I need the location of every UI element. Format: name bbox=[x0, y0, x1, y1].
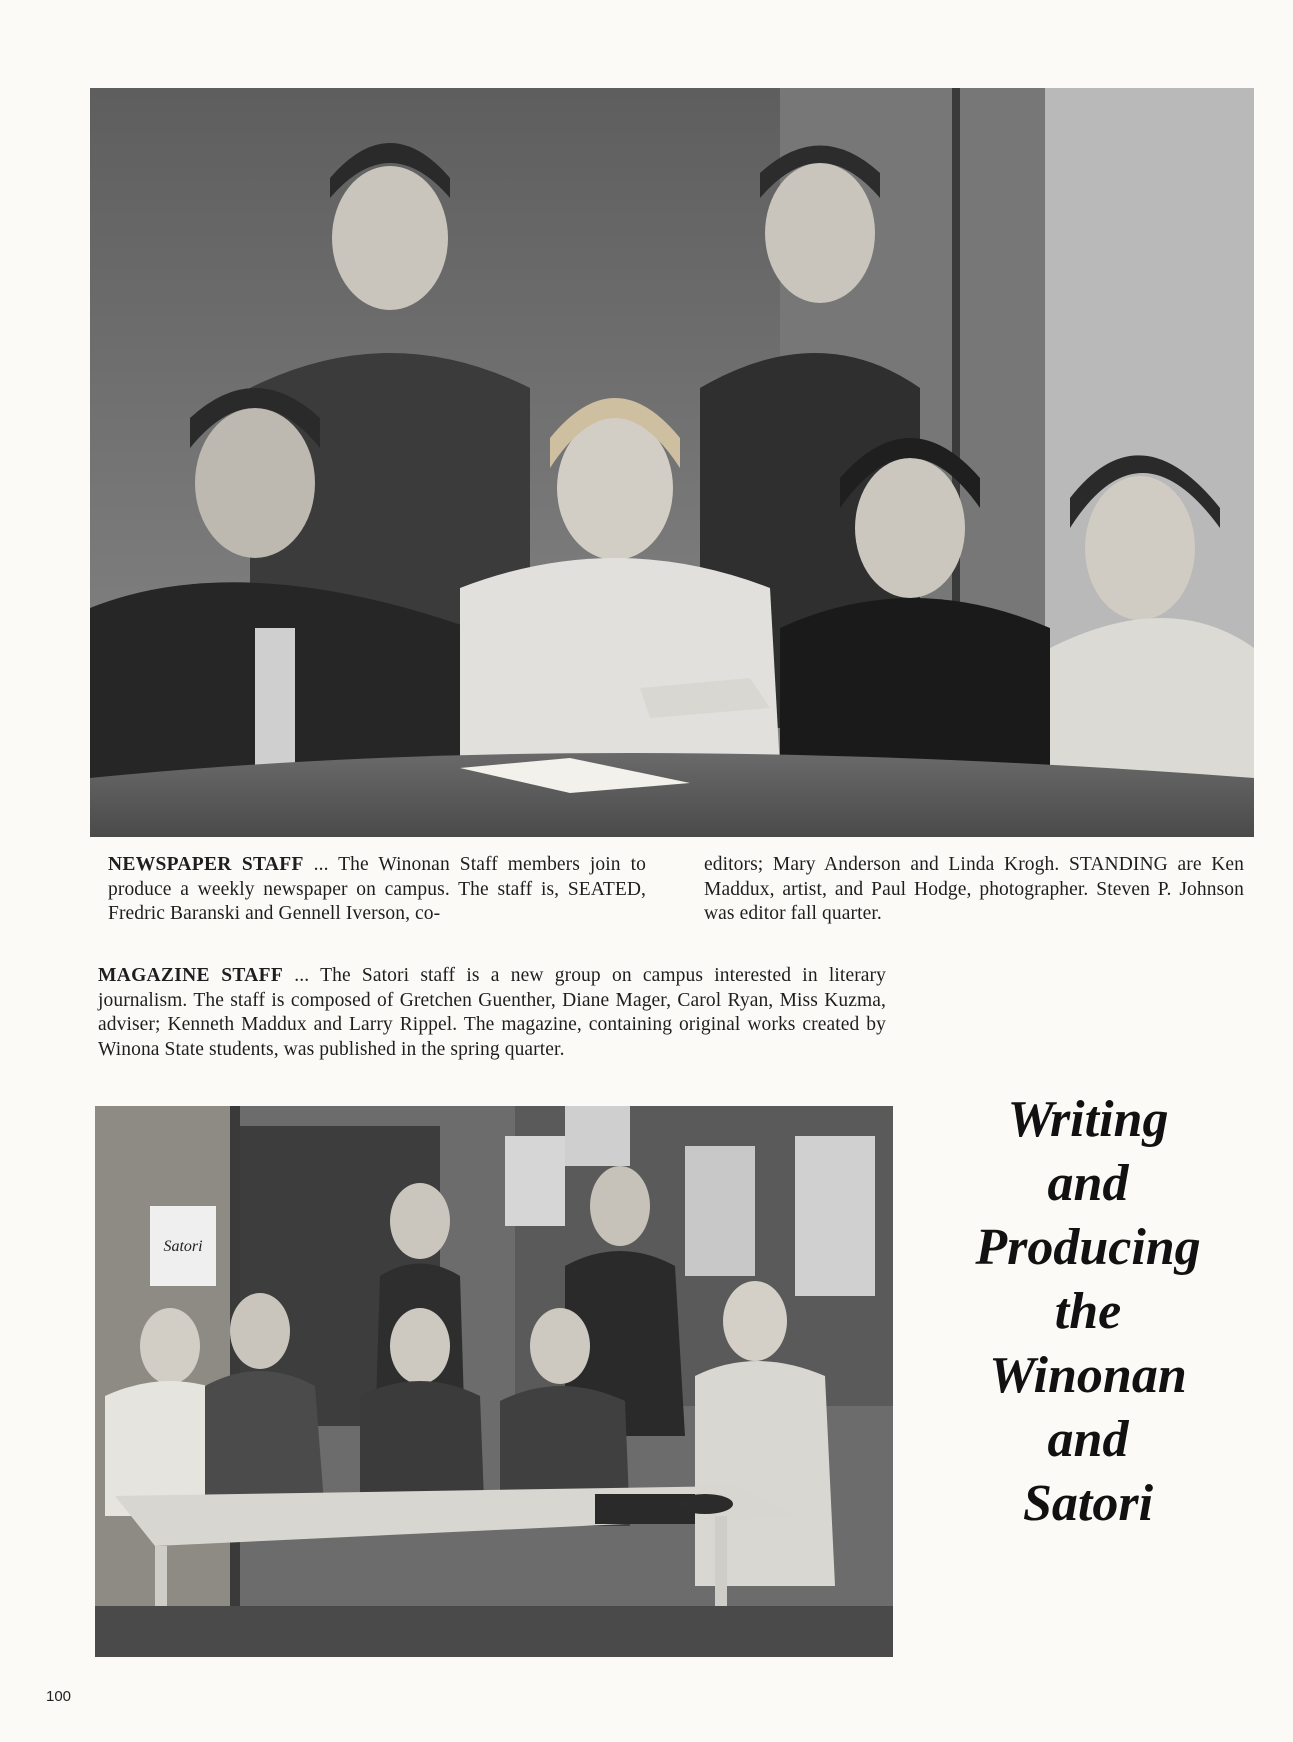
title-line: Producing bbox=[975, 1219, 1201, 1276]
title-line: Winonan bbox=[989, 1347, 1187, 1404]
newspaper-caption-heading: NEWSPAPER STAFF bbox=[108, 854, 304, 875]
page-title bbox=[918, 1088, 1258, 1536]
newspaper-staff-photo bbox=[90, 88, 1254, 837]
title-line: Writing bbox=[1007, 1091, 1169, 1148]
newspaper-caption-text: ... The Winonan Staff members join to produce a weekly newspaper on campus. The staff is, SEATED, Fredric Baranski and Gennell Iverson, co- bbox=[108, 854, 646, 924]
newspaper-caption-col2 bbox=[704, 853, 1244, 927]
title-line: Satori bbox=[1022, 1475, 1154, 1532]
page-number: 100 bbox=[46, 1688, 72, 1705]
title-line: and bbox=[1047, 1155, 1129, 1212]
newspaper-caption-continued: editors; Mary Anderson and Linda Krogh. STANDING are Ken Maddux, artist, and Paul Hodge, photographer. Steven P. Johnson was editor fall quarter. bbox=[704, 854, 1244, 924]
magazine-caption-text: ... The Satori staff is a new group on campus interested in literary journalism. The staff is composed of Gretchen Guenther, Diane Mager, Carol Ryan, Miss Kuzma, adviser; Kenneth Maddux and Larry Rippel. The magazine, containing original works created by Winona State students, was published in the spring quarter. bbox=[98, 965, 886, 1060]
title-line: the bbox=[1054, 1283, 1122, 1340]
satori-sign-text: Satori bbox=[163, 1238, 203, 1255]
magazine-staff-photo bbox=[95, 1106, 893, 1657]
magazine-caption-heading: MAGAZINE STAFF bbox=[98, 965, 284, 986]
title-line: and bbox=[1047, 1411, 1129, 1468]
newspaper-caption-col1 bbox=[108, 853, 646, 927]
magazine-caption bbox=[98, 964, 886, 1062]
